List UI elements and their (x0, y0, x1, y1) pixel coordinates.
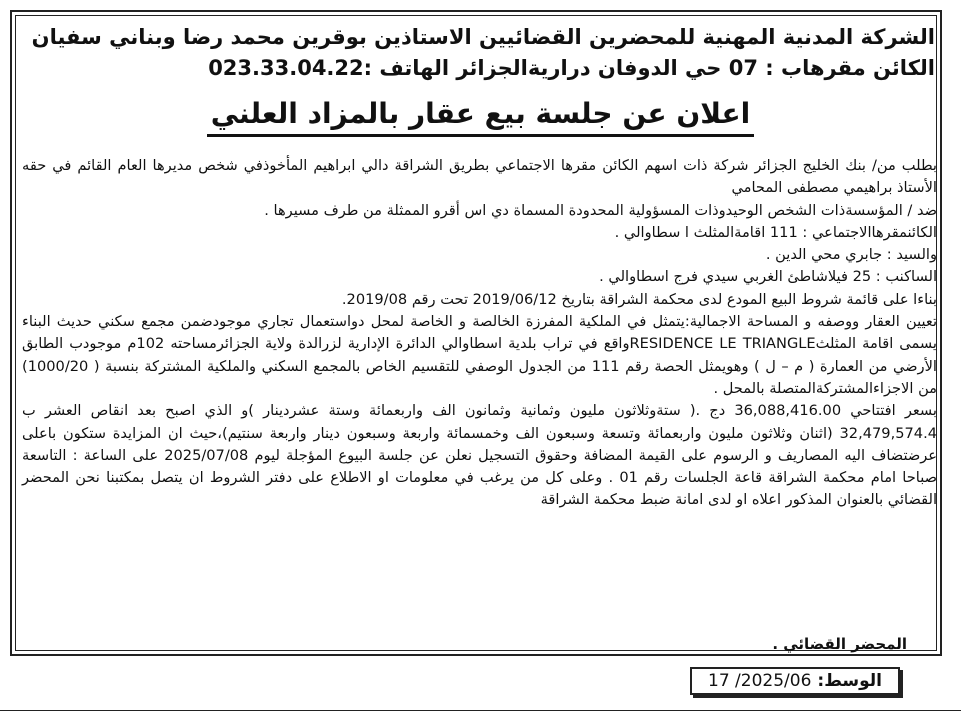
newspaper-name: الوسط: (817, 671, 882, 691)
paragraph-conditions: بناءا على قائمة شروط البيع المودع لدى محكمة الشراقة بتاريخ 2019/06/12 تحت رقم 2019/08. (341, 290, 937, 308)
notice-title: اعلان عن جلسة بيع عقار بالمزاد العلني (207, 94, 755, 137)
notice-header (31, 22, 935, 84)
paragraph-defendant-address: الكائنمقرهاالاجتماعي : 111 اقامةالمثلث ا سطاوالي . (614, 223, 937, 241)
paragraph-property-description: تعيين العقار ووصفه و المساحة الاجمالية:يتمثل في الملكية المفرزة الخالصة و الخاصة لمحل دواستعمال تجاري موجودضمن مجمع سكني حديث البناء يسمى اقامة المثلثRESIDENCE LE TRIANGLEواقع في تراب بلدية اسطاوالي الدائرة الإدارية لزرالدة ولاية الجزائرمساحته 102م موجودب الطابق الأرضي من العمارة ( م – ل ) وهويمثل الحصة رقم 111 من الجدول الوصفي للتقسيم الخاص بالمجمع السكني والملكية المشتركة بنسبة ( 1000/20) من الاجزاءالمشتركةالمتصلة بالمحل . (22, 313, 937, 397)
paragraph-second-defendant: والسيد : جابري محي الدين . (765, 246, 937, 264)
title-container (0, 94, 961, 137)
paragraph-defendant: ضد / المؤسسةذات الشخص الوحيدوذات المسؤولية المحدودة المسماة دي اس أقرو الممثلة من طرف مسيرها . (264, 201, 937, 219)
publication-stamp (690, 667, 900, 695)
signature: المحضر القضائي . (772, 635, 907, 653)
paragraph-petitioner: بطلب من/ بنك الخليج الجزائر شركة ذات اسهم الكائن مقرها الاجتماعي بطريق الشراقة دالي ابراهيم المأخوذفي شخص مديرها العام القائم في حقه الأستاذ براهيمي مصطفى المحامي (22, 157, 937, 197)
publication-date: 2025/06/ 17 (708, 671, 812, 691)
office-name: الشركة المدنية المهنية للمحضرين القضائيين الاستاذين بوقرين محمد رضا وبناني سفيان (31, 25, 935, 49)
notice-body (22, 155, 937, 512)
paragraph-second-defendant-address: الساكنب : 25 فيلاشاطئ الغربي سيدي فرج اسطاوالي . (599, 268, 937, 286)
paragraph-price-and-session: بسعر افتتاحي 36,088,416.00 دج .( ستةوثلاثون مليون وثمانية وثمانون الف واربعمائة وستة عشردينار )و الذي اصبح بعد انقاص العشر ب 32,479,574.4 (اثنان وثلاثون مليون واربعمائة وتسعة وسبعون الف وخمسمائة واربعة وسبعون دينار واربعة سنتيم)،حيث ان المزايدة ستكون باعلى عرضتضاف اليه المصاريف و الرسوم على القيمة المضافة وحقوق التسجيل نعلن عن جلسة البيوع المؤجلة ليوم 2025/07/08 على الساعة : التاسعة صباحا امام محكمة الشراقة قاعة الجلسات رقم 01 . وعلى كل من يرغب في معلومات او الاطلاع على دفتر الشروط ان يتصل بمكتبنا نحن المحضر القضائي بالعنوان المذكور اعلاه او لدى امانة ضبط محكمة الشراقة (22, 402, 938, 509)
office-address-phone: الكائن مقرهاب : 07 حي الدوفان دراريةالجزائر الهاتف :023.33.04.22 (208, 56, 935, 80)
